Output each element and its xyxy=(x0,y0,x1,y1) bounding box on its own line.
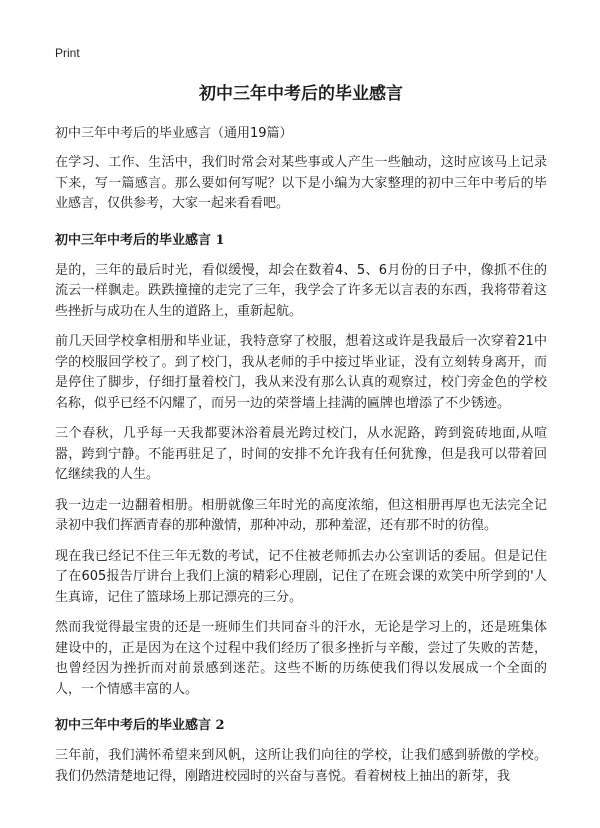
section-1-paragraph: 然而我觉得最宝贵的还是一班师生们共同奋斗的汗水，无论是学习上的，还是班集体建设中的，正是因为在这个过程中我们经历了很多挫折与辛酸，尝过了失败的苦楚，也曾经因为挫折而对前景感到迷茫。这些不断的历练使我们得以发展成一个全面的人，一个情感丰富的人。 xyxy=(55,620,547,697)
print-link[interactable]: Print xyxy=(55,46,80,60)
section-1-paragraph: 三个春秋，几乎每一天我都要沐浴着晨光跨过校门，从水泥路，跨到瓷砖地面,从喧嚣，跨到宁静。不能再驻足了，时间的安排不允许我有任何犹豫，但是我可以带着回忆继续我的人生。 xyxy=(55,426,547,482)
article-subtitle: 初中三年中考后的毕业感言（通用19篇） xyxy=(55,126,293,141)
section-1-paragraph: 是的，三年的最后时光，看似缓慢，却会在数着4、5、6月份的日子中，像抓不住的流云一样飘走。跌跌撞撞的走完了三年，我学会了许多无以言表的东西，我将带着这些挫折与成功在人生的道路上，重新起航。 xyxy=(55,262,547,319)
intro-paragraph: 在学习、工作、生活中，我们时常会对某些事或人产生一些触动，这时应该马上记录下来，写一篇感言。那么要如何写呢？以下是小编为大家整理的初中三年中考后的毕业感言，仅供参考，大家一起来看看吧。 xyxy=(55,155,547,211)
section-2-paragraph: 三年前，我们满怀希望来到风帆，这所让我们向往的学校，让我们感到骄傲的学校。我们仍然清楚地记得，刚踏进校园时的兴奋与喜悦。看着树枝上抽出的新芽，我 xyxy=(55,748,547,784)
section-heading-1: 初中三年中考后的毕业感言 1 xyxy=(55,232,225,248)
article xyxy=(55,82,547,797)
section-1-paragraph: 现在我已经记不住三年无数的考试，记不住被老师抓去办公室训话的委屈。但是记住了在605报告厅讲台上我们上演的精彩心理剧，记住了在班会课的欢笑中所学到的'人生真谛，记住了篮球场上那记漂亮的三分。 xyxy=(55,548,547,605)
section-1-paragraph: 前几天回学校拿相册和毕业证，我特意穿了校服，想着这或许是我最后一次穿着21中学的校服回学校了。到了校门，我从老师的手中接过毕业证，没有立刻转身离开，而是停住了脚步，仔细打量着校门，我从来没有那么认真的观察过，校门旁金色的学校名称，似乎已经不闪耀了，而另一边的荣誉墙上挂满的匾牌也增添了不少锈迹。 xyxy=(55,334,547,411)
page-title: 初中三年中考后的毕业感言 xyxy=(199,84,403,104)
section-heading-2: 初中三年中考后的毕业感言 2 xyxy=(55,718,225,733)
section-1-paragraph: 我一边走一边翻着相册。相册就像三年时光的高度浓缩，但这相册再厚也无法完全记录初中我们挥洒青春的那种激情，那种冲动，那种羞涩，还有那不时的彷徨。 xyxy=(55,497,547,533)
